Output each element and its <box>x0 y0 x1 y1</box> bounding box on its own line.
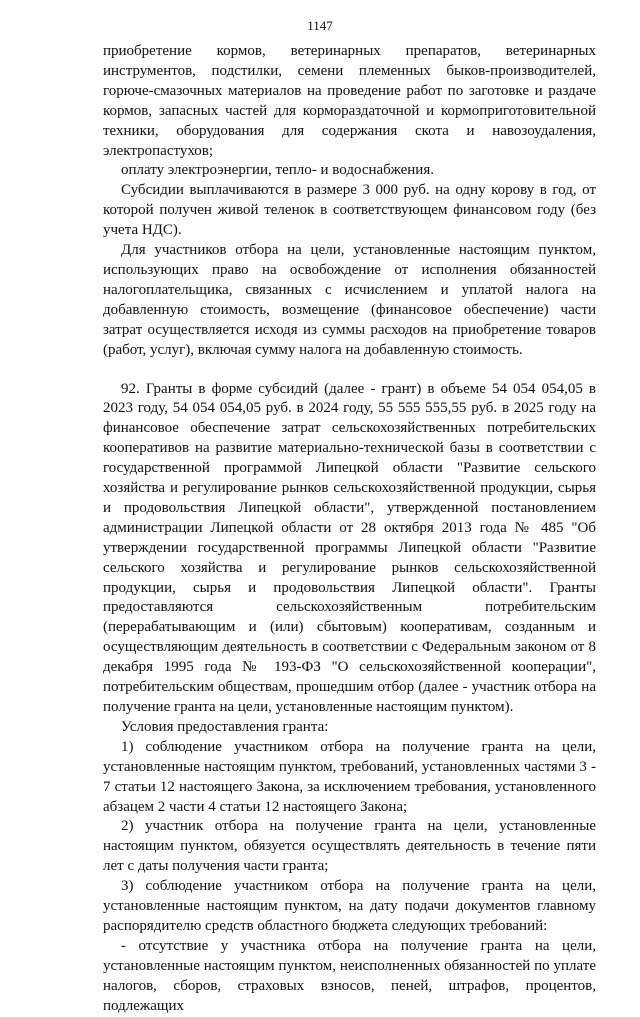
paragraph-requirement-no-debts: - отсутствие у участника отбора на получение гранта на цели, установленные настоящим пунктом, неисполненных обязанностей по уплате налогов, сборов, страховых взносов, пеней, штрафов, процентов, подлежащих <box>103 937 596 1014</box>
paragraph-grant-conditions-heading: Условия предоставления гранта: <box>121 718 329 735</box>
paragraph-condition-2: 2) участник отбора на получение гранта на цели, установленные настоящим пунктом, обязуется осуществлять деятельность в течение пяти лет с даты получения части гранта; <box>103 818 596 875</box>
paragraph-condition-3: 3) соблюдение участником отбора на получение гранта на цели, установленные настоящим пунктом, на дату подачи документов главному распорядителю средств областного бюджета следующих требований: <box>103 878 596 934</box>
paragraph-utilities: оплату электроэнергии, тепло- и водоснабжения. <box>121 162 434 179</box>
document-body <box>103 42 596 1017</box>
paragraph-subsidy-amount: Субсидии выплачиваются в размере 3 000 руб. на одну корову в год, от которой получен живой теленок в соответствующем финансовом году (без учета НДС). <box>103 182 596 239</box>
paragraph-condition-1: 1) соблюдение участником отбора на получение гранта на цели, установленные настоящим пунктом, требований, установленных частями 3 - 7 статьи 12 настоящего Закона, за исключением требования, установленного абзацем 2 части 4 статьи 12 настоящего Закона; <box>103 738 596 815</box>
paragraph-vat-exemption: Для участников отбора на цели, установленные настоящим пунктом, использующих право на освобождение от исполнения обязанностей налогоплательщика, связанных с исчислением и уплатой налога на добавленную стоимость, возмещение (финансовое обеспечение) части затрат осуществляется исходя из суммы расходов на приобретение товаров (работ, услуг), включая сумму налога на добавленную стоимость. <box>103 242 596 358</box>
paragraph-clause-92-grants: 92. Гранты в форме субсидий (далее - грант) в объеме 54 054 054,05 в 2023 году, 54 054 054,05 руб. в 2024 году, 55 555 555,55 руб. в 2025 году на финансовое обеспечение затрат сельскохозяйственных потребительских кооперативов на развитие материально-технической базы в соответствии с государственной программой Липецкой области "Развитие сельского хозяйства и регулирование рынков сельскохозяйственной продукции, сырья и продовольствия Липецкой области", утвержденной постановлением администрации Липецкой области от 28 октября 2013 года № 485 "Об утверждении государственной программы Липецкой области "Развитие сельского хозяйства и регулирование рынков сельскохозяйственной продукции, сырья и продовольствия Липецкой области". Гранты предоставляются сельскохозяйственным потребительским (перерабатывающим и (или) сбытовым) кооперативам, созданным и осуществляющим деятельность в соответствии с Федеральным законом от 8 декабря 1995 года № 193-ФЗ "О сельскохозяйственной кооперации", потребительским обществам, прошедшим отбор (далее - участник отбора на получение гранта на цели, установленные настоящим пунктом). <box>103 380 596 715</box>
page-number: 1147 <box>307 18 333 33</box>
paragraph-expense-list: приобретение кормов, ветеринарных препаратов, ветеринарных инструментов, подстилки, семени племенных быков-производителей, горюче-смазочных материалов на проведение работ по заготовке и раздаче кормов, запасных частей для кормораздаточной и кормоприготовительной техники, оборудования для содержания скота и навозоудаления, электропастухов; <box>103 43 596 159</box>
section-gap <box>103 361 596 380</box>
